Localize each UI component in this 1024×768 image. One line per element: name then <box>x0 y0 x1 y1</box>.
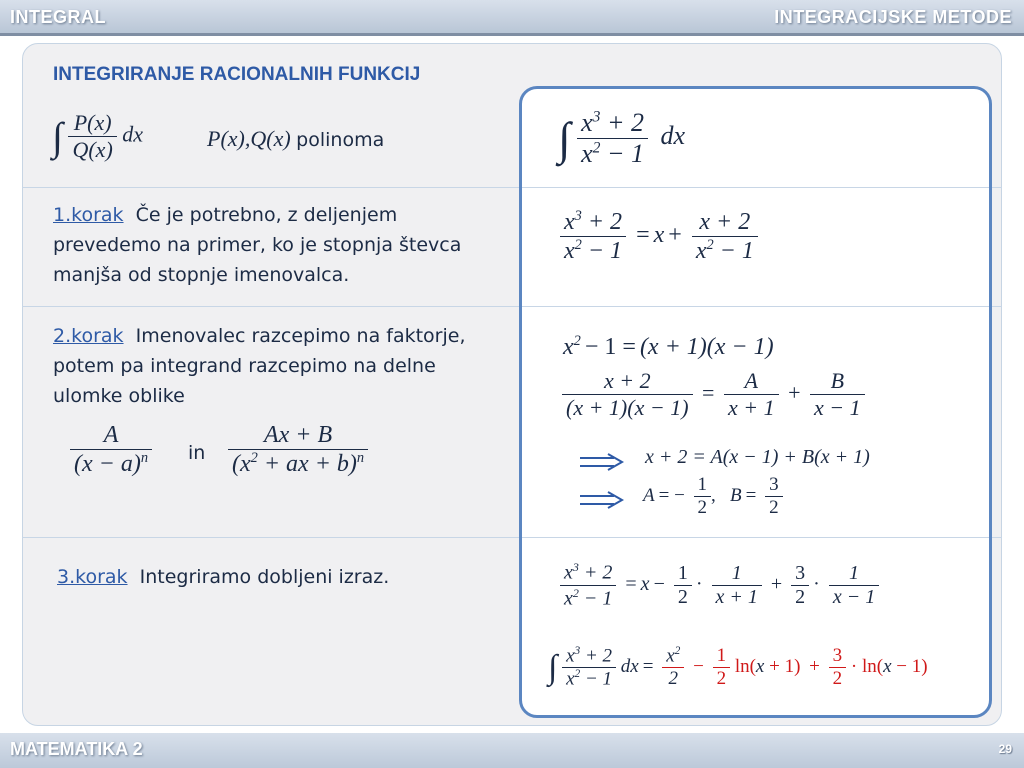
division-result: $\frac{x^3 + 2}{x^2 - 1}$ = x + $\frac{x + 2}{x^2 - 1}$ <box>560 208 758 265</box>
coefficient-equation: x + 2 = A(x − 1) + B(x + 1) <box>645 446 870 468</box>
step3-label: 3.korak <box>57 566 128 588</box>
page-number: 29 <box>998 742 1012 756</box>
step2-label: 2.korak <box>53 325 124 347</box>
divider <box>522 306 989 307</box>
example-integral: ∫ $\frac{x^3 + 2}{x^2 - 1}$ dx <box>558 108 686 168</box>
double-right-arrow-icon <box>578 452 626 472</box>
divider <box>522 187 989 188</box>
slide-title: INTEGRIRANJE RACIONALNIH FUNKCIJ <box>53 64 421 85</box>
footer-bar <box>0 733 1024 768</box>
partial-fraction-form-1: $\frac{A}{(x - a)^n}$ <box>70 422 152 478</box>
step2-text: 2.korak Imenovalec razcepimo na faktorje, potem pa integrand razcepimo na delne ulomke oblike <box>53 325 466 407</box>
polynomial-note: P(x),Q(x) polinoma <box>207 126 385 151</box>
general-integral: ∫ $\frac{P(x)}{Q(x)}$ dx <box>52 110 144 162</box>
double-right-arrow-icon <box>578 490 626 510</box>
divider <box>522 537 989 538</box>
header-left-title: INTEGRAL <box>10 7 106 27</box>
in-word: in <box>188 442 206 464</box>
coefficients: A = − $\frac{1}{2}$ , B = $\frac{3}{2}$ <box>643 474 783 519</box>
step1-text: 1.korak Če je potrebno, z deljenjem prevedemo na primer, ko je stopnja števca manjša od stopnje imenovalca. <box>53 204 462 286</box>
step1-label: 1.korak <box>53 204 124 226</box>
decomposition: $\frac{x^3 + 2}{x^2 - 1}$ = x − $\frac{1}{2}$ · $\frac{1}{x + 1}$ + $\frac{3}{2}$ · $\frac{1}{x - 1}$ <box>560 560 879 610</box>
partial-fractions: $\frac{x + 2}{(x + 1)(x - 1)}$ = $\frac{A}{x + 1}$ + $\frac{B}{x - 1}$ <box>562 368 865 421</box>
header-right-title: INTEGRACIJSKE METODE <box>774 7 1012 27</box>
final-integral-result: ∫ $\frac{x^3 + 2}{x^2 - 1}$ dx = $\frac{x^2}{2}$ − $\frac{1}{2}$ ln(x + 1) + $\frac{3}{2}$ · ln(x − 1) <box>548 645 928 690</box>
partial-fraction-form-2: $\frac{Ax + B}{(x^2 + ax + b)^n}$ <box>228 422 368 478</box>
step3-text: 3.korak Integriramo dobljeni izraz. <box>57 566 390 588</box>
header-bar <box>0 0 1024 36</box>
footer-title: MATEMATIKA 2 <box>10 739 143 759</box>
factorization: $x^2 - 1 = (x + 1)(x - 1)$ <box>563 333 774 360</box>
